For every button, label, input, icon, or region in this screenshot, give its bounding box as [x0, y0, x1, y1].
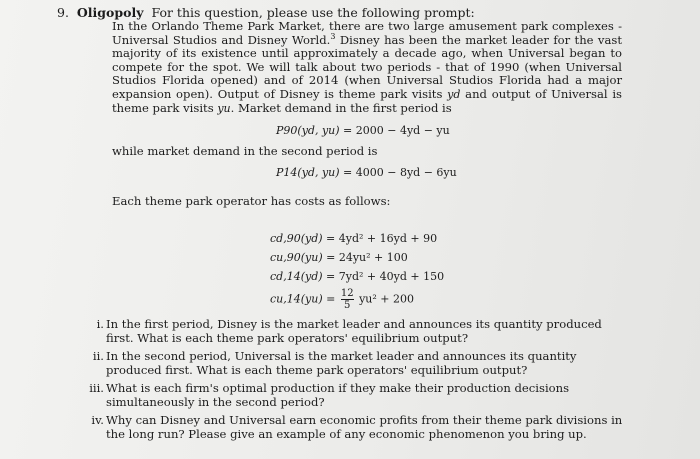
sub-question-ii [82, 349, 627, 377]
sub-question-iii [82, 381, 627, 409]
cost-disney-2014-rhs: = 7yd² + 40yd + 150 [326, 270, 445, 283]
cost-universal-2014-lhs: cu,14(yu) [270, 292, 323, 306]
cost-disney-1990-lhs: cd,90(yd) [270, 232, 323, 245]
prompt-text-3: and output of Universal is theme park visits [112, 86, 622, 115]
sub-question-text: Why can Disney and Universal earn economic profits from their theme park divisions in the long run? Please give an example of any economic phenomenon you bring up. [106, 413, 623, 441]
sub-question-i [82, 317, 627, 345]
fraction-denominator: 5 [341, 299, 354, 311]
prompt-text-4: . Market demand in the first period is [230, 100, 452, 115]
sub-question-text: What is each firm's optimal production if they make their production decisions simultaneously in the second period? [106, 381, 570, 409]
cost-universal-1990 [270, 251, 408, 264]
demand-1990-rhs: = 2000 − 4yd − yu [343, 124, 450, 137]
question-title: Oligopoly [76, 5, 144, 20]
question-number: 9. [57, 5, 69, 20]
prompt-text-1: In the Orlando Theme Park Market, there are two large amusement park complexes - Universal Studios and Disney World. [112, 19, 622, 47]
var-universal-output: yu [217, 101, 231, 115]
equals-sign: = [326, 292, 336, 306]
cost-disney-2014-lhs: cd,14(yd) [270, 270, 323, 283]
cost-universal-1990-rhs: = 24yu² + 100 [326, 251, 408, 264]
second-period-text: while market demand in the second period is [112, 144, 378, 158]
costs-intro-text: Each theme park operator has costs as follows: [112, 194, 391, 208]
demand-equation-2014 [276, 166, 457, 179]
demand-2014-lhs: P14(yd, yu) [276, 166, 340, 179]
prompt-text-2: Disney has been the market leader for the vast majority of its existence until approximately a decade ago, when Universal began to compete for the spot. We will talk about two periods - that of 1990 (when Universal Studios Florida opened) and of 2014 (when Universal Studios Florida had a major expansion open). Output of Disney is theme park visits [112, 32, 622, 101]
question-intro: For this question, please use the following prompt: [151, 5, 475, 20]
sub-question-number: ii. [92, 349, 104, 363]
cost-disney-2014 [270, 270, 444, 283]
fraction-numerator: 12 [340, 288, 354, 299]
sub-question-number: i. [96, 317, 104, 331]
cost-disney-1990 [270, 232, 437, 245]
sub-question-text: In the second period, Universal is the market leader and announces its quantity produced first. What is each theme park operators' equilibrium output? [106, 349, 577, 377]
var-disney-output: yd [447, 87, 461, 101]
fraction-12-over-5 [341, 288, 354, 311]
cost-universal-1990-lhs: cu,90(yu) [270, 251, 323, 264]
prompt-paragraph [112, 20, 622, 115]
demand-2014-rhs: = 4000 − 8yd − 6yu [343, 166, 457, 179]
cost-universal-2014-rhs: yu² + 200 [359, 292, 414, 306]
sub-question-list [82, 317, 627, 445]
footnote-marker: 3 [330, 31, 336, 41]
sub-question-number: iii. [89, 381, 104, 395]
sub-question-number: iv. [91, 413, 104, 427]
cost-disney-1990-rhs: = 4yd² + 16yd + 90 [326, 232, 438, 245]
sub-question-text: In the first period, Disney is the market leader and announces its quantity produced first. What is each theme park operators' equilibrium output? [106, 317, 602, 345]
cost-universal-2014 [270, 288, 414, 311]
demand-1990-lhs: P90(yd, yu) [276, 124, 340, 137]
sub-question-iv [82, 413, 627, 441]
demand-equation-1990 [276, 124, 450, 137]
